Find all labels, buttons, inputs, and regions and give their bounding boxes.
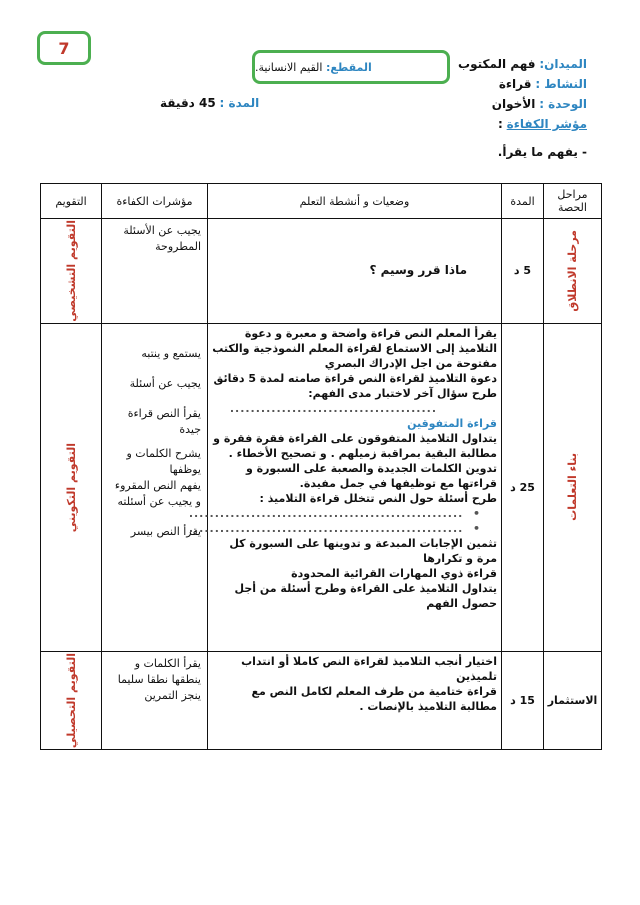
stage-cell: الاستثمار	[544, 651, 602, 749]
competence-line	[498, 117, 587, 131]
activity-text: طرح أسئلة حول النص تتخلل قراءة التلاميذ :	[259, 491, 497, 505]
evaluation-label: التقويم التشخيصي	[64, 220, 78, 322]
bullet-dotted-line: • .....................................................	[188, 521, 481, 535]
activity-text: يقرأ المعلم النص قراءة واضحة و معبرة و دعوة التلاميذ إلى الاستماع لقراءة المعلم النموذجية والكتب مفتوحة من اجل الإدراك البصري	[212, 326, 497, 370]
indicator-text: يشرح الكلمات و يوظفها	[126, 446, 201, 476]
competence-label: مؤشر الكفاءة	[506, 117, 587, 131]
header-duration: المدة	[502, 184, 544, 219]
activity-text: قراءة ذوي المهارات القرائية المحدودة	[291, 566, 497, 580]
lesson-plan-table	[40, 183, 602, 750]
indicator-text: يجيب عن أسئلة	[129, 376, 201, 390]
indicator-text: يستمع و ينتبه	[141, 346, 201, 360]
indicator-text: ينجز التمرين	[144, 688, 201, 702]
activity-text: اختيار أنجب التلاميذ لقراءة النص كاملا أو انتداب تلميذين	[241, 654, 497, 683]
indicator-text: يجيب عن الأسئلة المطروحة	[123, 224, 201, 253]
table-row	[41, 651, 602, 749]
page-number: 7	[58, 38, 70, 58]
segment-box	[252, 50, 450, 84]
duration-line	[160, 96, 259, 110]
field-value: فهم المكتوب	[458, 57, 536, 71]
indicator-text: يقرأ النص بيسر	[130, 524, 201, 538]
activity-text: قراءة ختامية من طرف المعلم لكامل النص مع مطالبة التلاميذ بالإنصات .	[251, 684, 497, 713]
competence-colon: :	[498, 117, 503, 131]
indicators-cell	[102, 219, 208, 324]
evaluation-label: التقويم التكويني	[64, 442, 78, 532]
header-indicators: مؤشرات الكفاءة	[102, 184, 208, 219]
table-row	[41, 219, 602, 324]
indicator-text: يقرأ النص قراءة جيدة	[127, 406, 201, 436]
stage-label: بناء التعلمات	[566, 453, 579, 522]
evaluation-cell	[41, 651, 102, 749]
unit-value: الأخوان	[491, 97, 536, 111]
segment-label: المقطع:	[325, 60, 372, 74]
segment-value: القيم الانسانية.	[255, 60, 323, 74]
header-evaluation: التقويم	[41, 184, 102, 219]
unit-label: الوحدة :	[539, 97, 587, 111]
indicators-cell	[102, 651, 208, 749]
header-stages: مراحل الحصة	[544, 184, 602, 219]
field-label: الميدان:	[539, 57, 587, 71]
field-line	[458, 57, 587, 71]
duration-value: 45 دقيقة	[160, 96, 216, 110]
evaluation-label: التقويم التحصيلي	[64, 652, 78, 748]
activities-cell	[208, 651, 502, 749]
table-row	[41, 323, 602, 651]
objective-line	[498, 145, 587, 159]
activity-text: دعوة التلاميذ لقراءة النص قراءة صامته لمدة 5 دقائق	[213, 371, 497, 385]
activity-text: طرح سؤال آخر لاختبار مدى الفهم:	[308, 386, 497, 400]
activity-text: تدوين الكلمات الجديدة والصعبة على السبورة و قراءتها مع توظيفها في جمل مفيدة.	[245, 461, 497, 490]
duration-cell: 15 د	[502, 651, 544, 749]
activity-text: تثمين الإجابات المبدعة و تدوينها على السبورة كل مرة و تكرارها	[229, 536, 497, 565]
activity-text: ماذا قرر وسيم ؟	[369, 263, 467, 278]
stage-cell	[544, 219, 602, 324]
evaluation-cell	[41, 219, 102, 324]
duration-cell: 25 د	[502, 323, 544, 651]
duration-cell: 5 د	[502, 219, 544, 324]
activity-text: يتداول التلاميذ على القراءة وطرح أسئلة من أجل حصول الفهم	[234, 581, 497, 610]
activity-line	[499, 77, 587, 91]
stage-label: مرحلة الانطلاق	[566, 230, 579, 312]
activity-value: قراءة	[498, 77, 532, 91]
page-number-badge	[37, 31, 91, 65]
indicator-text: و يجيب عن أسئلته	[117, 494, 201, 508]
stage-cell	[544, 323, 602, 651]
unit-line	[492, 97, 587, 111]
table-header-row	[41, 184, 602, 219]
indicator-text: يفهم النص المقروء	[114, 478, 201, 492]
objective-text: - يفهم ما يقرأ.	[497, 145, 587, 159]
bullet-dotted-line: • .....................................................	[188, 506, 481, 520]
activity-text: يتداول التلاميذ المتفوقون على القراءة فقرة فقرة و مطالبة البقية بمراقبة زميلهم . و تصحيح الأخطاء .	[213, 431, 497, 460]
dotted-line: ........................................	[229, 401, 437, 415]
activity-subheading: قراءة المتفوقين	[407, 416, 497, 430]
indicator-text: يقرأ الكلمات و ينطقها نطقا سليما	[117, 656, 201, 686]
activity-label: النشاط :	[535, 77, 587, 91]
evaluation-cell	[41, 323, 102, 651]
activities-cell	[188, 323, 502, 651]
indicators-cell	[102, 323, 208, 651]
activities-cell	[208, 219, 502, 324]
header-activities: وضعيات و أنشطة التعلم	[208, 184, 502, 219]
duration-label: المدة :	[219, 96, 260, 110]
